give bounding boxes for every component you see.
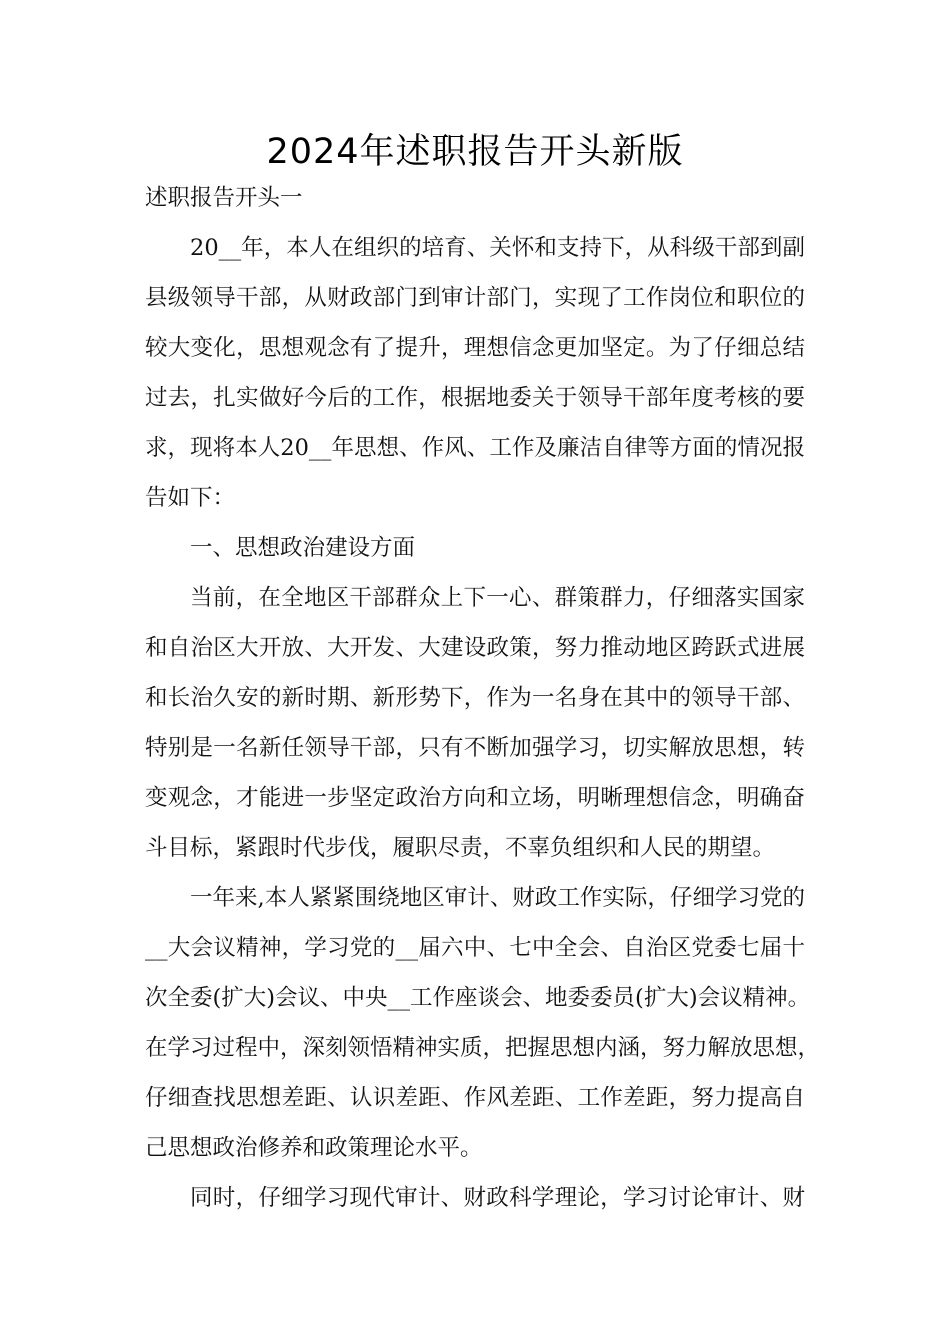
paragraph-line: 在学习过程中，深刻领悟精神实质，把握思想内涵，努力解放思想， [145,1035,821,1061]
paragraph-line: 较大变化，思想观念有了提升，理想信念更加坚定。为了仔细总结 [145,335,805,361]
paragraph-line: 告如下： [145,485,236,511]
paragraph-line: 县级领导干部，从财政部门到审计部门，实现了工作岗位和职位的 [145,285,805,311]
paragraph-line: 己思想政治修养和政策理论水平。 [145,1135,483,1161]
paragraph-line: 次全委(扩大)会议、中央__工作座谈会、地委委员(扩大)会议精神。 [145,985,811,1011]
subsection-heading: 一、思想政治建设方面 [190,535,416,561]
document-body [145,173,821,1223]
document-title: 2024年述职报告开头新版 [266,132,684,172]
paragraph-line: 特别是一名新任领导干部，只有不断加强学习，切实解放思想，转 [145,735,805,761]
section-heading: 述职报告开头一 [145,185,303,211]
paragraph-line: 和长治久安的新时期、新形势下，作为一名身在其中的领导干部、 [145,685,805,711]
paragraph-line: 20__年，本人在组织的培育、关怀和支持下，从科级干部到副 [190,235,805,261]
paragraph-line: 同时，仔细学习现代审计、财政科学理论，学习讨论审计、财 [190,1185,805,1211]
paragraph-line: 一年来,本人紧紧围绕地区审计、财政工作实际，仔细学习党的 [190,885,805,911]
paragraph-line: 变观念，才能进一步坚定政治方向和立场，明晰理想信念，明确奋 [145,785,805,811]
paragraph-line: 过去，扎实做好今后的工作，根据地委关于领导干部年度考核的要 [145,385,805,411]
paragraph-line: 当前，在全地区干部群众上下一心、群策群力，仔细落实国家 [190,585,805,611]
paragraph-line: 仔细查找思想差距、认识差距、作风差距、工作差距，努力提高自 [145,1085,805,1111]
paragraph-line: 求，现将本人20__年思想、作风、工作及廉洁自律等方面的情况报 [145,435,805,461]
paragraph-line: 斗目标，紧跟时代步伐，履职尽责，不辜负组织和人民的期望。 [145,835,776,861]
paragraph-line: 和自治区大开放、大开发、大建设政策，努力推动地区跨跃式进展 [145,635,805,661]
paragraph-line: __大会议精神，学习党的__届六中、七中全会、自治区党委七届十 [145,935,805,961]
